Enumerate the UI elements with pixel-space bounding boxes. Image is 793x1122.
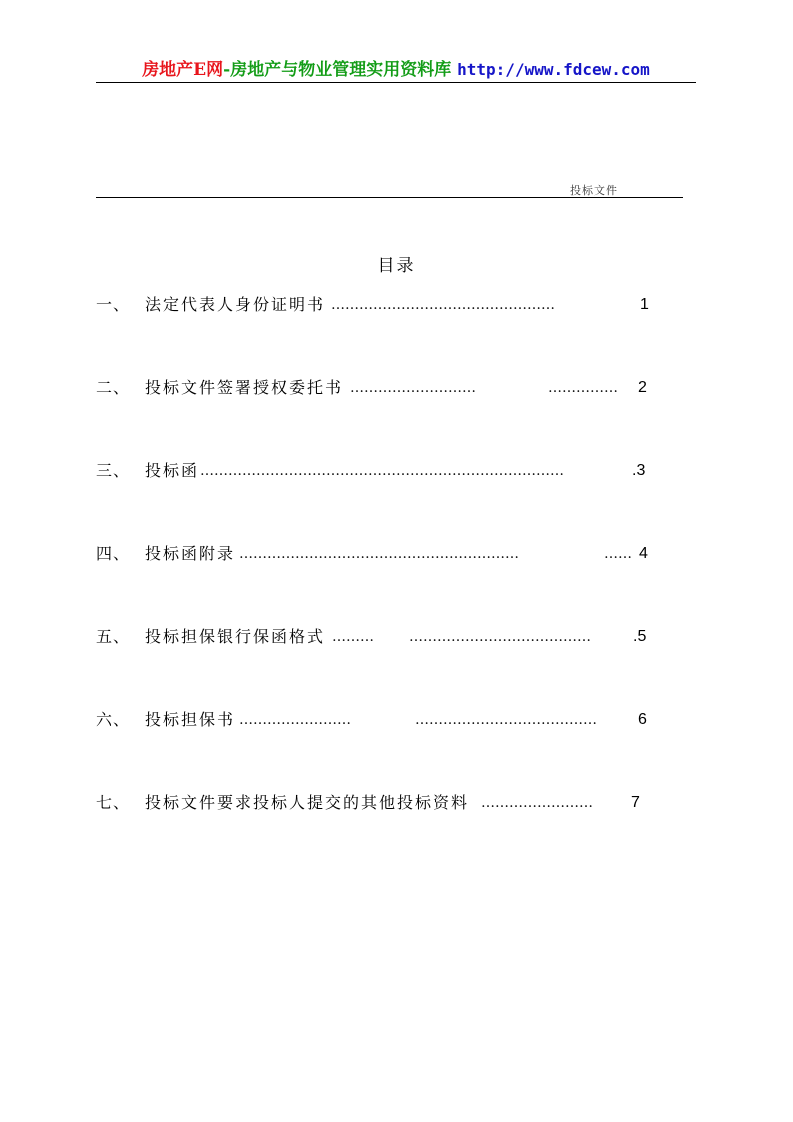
toc-dot-leader: …………………… <box>239 712 351 728</box>
toc-dot-leader: …… <box>604 546 632 562</box>
toc-entry[interactable] <box>96 542 651 566</box>
toc-entry-number: 四、 <box>96 544 131 563</box>
document-header-divider <box>96 197 683 198</box>
toc-entry[interactable] <box>96 708 651 732</box>
document-header-label: 投标文件 <box>570 184 618 197</box>
toc-entry[interactable] <box>96 376 651 400</box>
toc-entry-number: 七、 <box>96 793 131 812</box>
toc-page-number: .5 <box>633 628 647 645</box>
toc-dot-leader: …………………… <box>481 795 593 811</box>
toc-entry-title: 投标文件签署授权委托书 <box>145 378 344 397</box>
toc-dot-leader: ………………………………………… <box>331 297 555 313</box>
toc-page-number: 4 <box>639 545 648 562</box>
toc-dot-leader: ………………………………… <box>409 629 591 645</box>
toc-entry[interactable] <box>96 625 651 649</box>
toc-title: 目录 <box>377 256 416 276</box>
toc-dot-leader: …………… <box>548 380 618 396</box>
toc-entry[interactable] <box>96 459 651 483</box>
toc-dot-leader: …………………………………………………………………… <box>200 463 564 479</box>
site-name: 房地产E网 <box>142 60 224 80</box>
toc-page-number: 7 <box>631 794 640 811</box>
toc-page-number: .3 <box>632 462 646 479</box>
site-url-link[interactable]: http://www.fdcew.com <box>457 60 650 79</box>
toc-entry-title: 投标文件要求投标人提交的其他投标资料 <box>145 793 470 812</box>
toc-entry-number: 五、 <box>96 627 131 646</box>
site-tagline: -房地产与物业管理实用资料库 <box>223 60 452 80</box>
site-header-banner <box>96 58 696 82</box>
toc-entry-number: 六、 <box>96 710 131 729</box>
toc-entry-number: 三、 <box>96 461 131 480</box>
toc-entry-number: 二、 <box>96 378 131 397</box>
toc-page-number: 1 <box>640 296 649 313</box>
header-divider <box>96 82 696 83</box>
toc-dot-leader: ……… <box>332 629 374 645</box>
toc-entry-title: 投标函附录 <box>145 544 236 563</box>
toc-page-number: 2 <box>638 379 647 396</box>
toc-entry[interactable] <box>96 791 651 815</box>
toc-dot-leader: ………………………………… <box>415 712 597 728</box>
toc-entry-number: 一、 <box>96 295 131 314</box>
toc-dot-leader: ……………………… <box>350 380 476 396</box>
toc-entry-title: 法定代表人身份证明书 <box>145 295 326 314</box>
toc-dot-leader: …………………………………………………… <box>239 546 519 562</box>
toc-entry[interactable] <box>96 293 651 317</box>
toc-entry-title: 投标担保书 <box>145 710 236 729</box>
toc-entry-title: 投标担保银行保函格式 <box>145 627 326 646</box>
toc-entry-title: 投标函 <box>145 461 200 480</box>
toc-page-number: 6 <box>638 711 647 728</box>
